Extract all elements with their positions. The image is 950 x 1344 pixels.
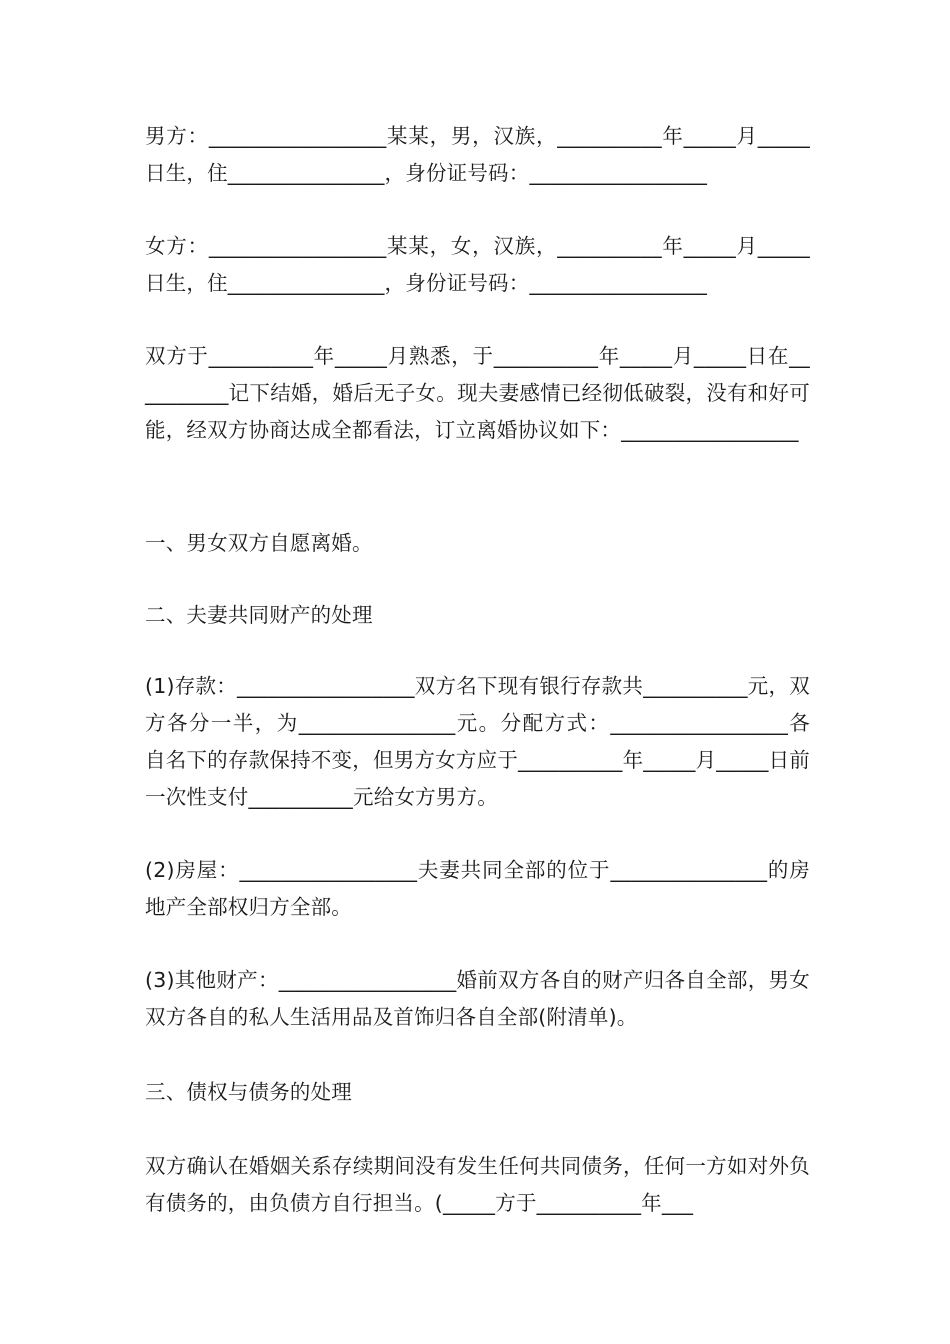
section-heading-divorce: 一、男女双方自愿离婚。 xyxy=(145,531,373,555)
house-clause-paragraph: (2)房屋：_________________夫妻共同全部的位于_______________的房地产全部权归方全部。 xyxy=(145,858,810,919)
marriage-background-paragraph: 双方于__________年_____月熟悉，于__________年_____月_____日在__________记下结婚，婚后无子女。现夫妻感情已经彻低破裂，没有和好可能，经双方协商达成全都看法，订立离婚协议如下：_________________ xyxy=(145,344,810,442)
section-heading-debts: 三、债权与债务的处理 xyxy=(145,1080,352,1104)
husband-info-paragraph: 男方：_________________某某，男，汉族，__________年_____月_____日生，住_______________，身份证号码：_________________ xyxy=(145,124,810,185)
section-heading-property: 二、夫妻共同财产的处理 xyxy=(145,603,373,627)
other-property-clause-paragraph: (3)其他财产：_________________婚前双方各自的财产归各自全部，男女双方各自的私人生活用品及首饰归各自全部(附清单)。 xyxy=(145,968,810,1029)
deposit-clause-paragraph: (1)存款：_________________双方名下现有银行存款共__________元，双方各分一半，为_______________元。分配方式：_________________各自名下的存款保持不变，但男方女方应于__________年_____月_____日前一次性支付__________元给女方男方。 xyxy=(145,674,810,809)
wife-info-paragraph: 女方：_________________某某，女，汉族，__________年_____月_____日生，住_______________，身份证号码：_________________ xyxy=(145,234,810,295)
debt-clause-paragraph: 双方确认在婚姻关系存续期间没有发生任何共同债务，任何一方如对外负有债务的，由负债方自行担当。(_____方于__________年___ xyxy=(145,1154,810,1215)
